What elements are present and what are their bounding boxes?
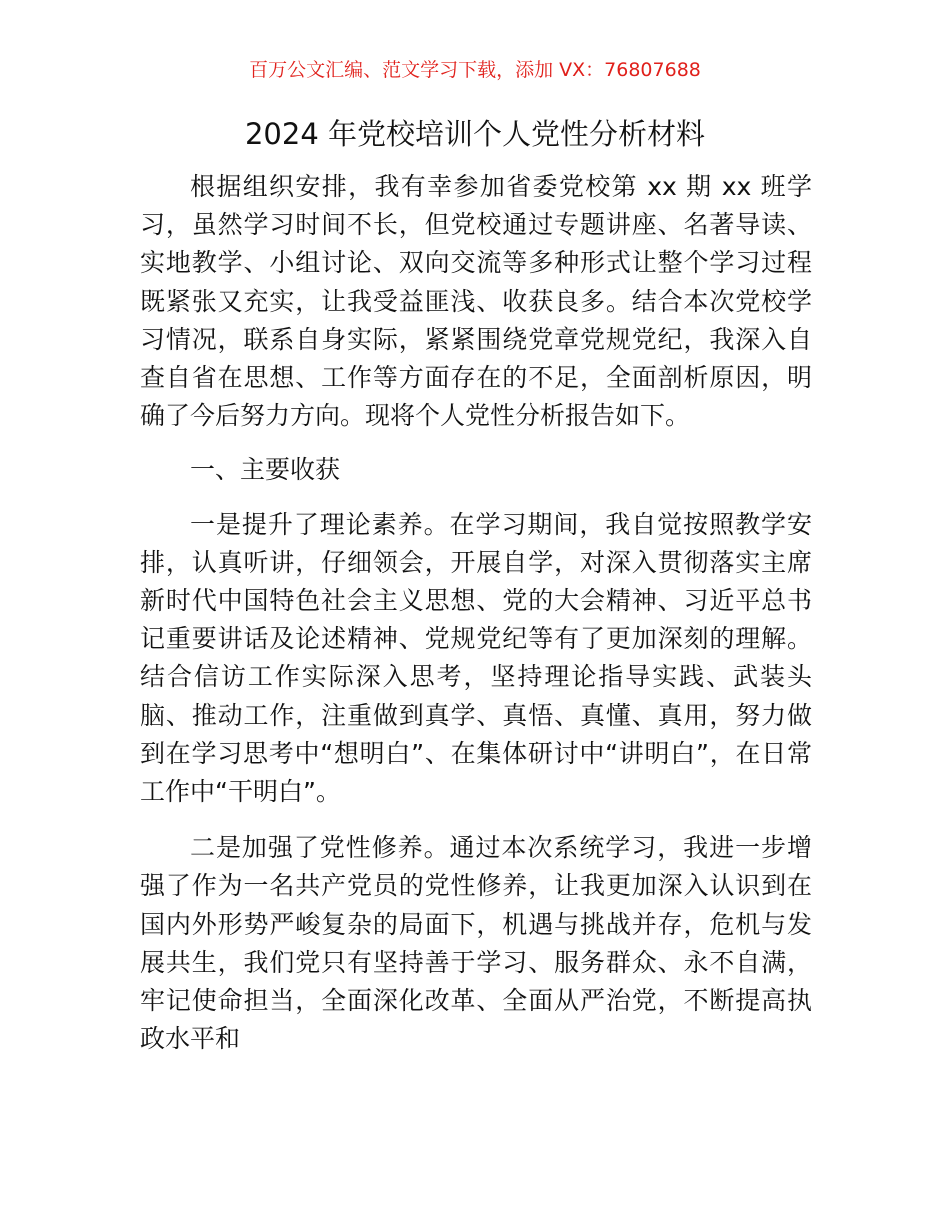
paragraph-party-spirit: 二是加强了党性修养。通过本次系统学习，我进一步增强了作为一名共产党员的党性修养，让我更加深入认识到在国内外形势严峻复杂的局面下，机遇与挑战并存，危机与发展共生，我们党只有坚持善于学习、服务群众、永不自满，牢记使命担当，全面深化改革、全面从严治党，不断提高执政水平和 [140, 833, 812, 1054]
document-body [140, 168, 812, 1058]
intro-paragraph: 根据组织安排，我有幸参加省委党校第 xx 期 xx 班学习，虽然学习时间不长，但党校通过专题讲座、名著导读、实地教学、小组讨论、双向交流等多种形式让整个学习过程既紧张又充实，让我受益匪浅、收获良多。结合本次党校学习情况，联系自身实际，紧紧围绕党章党规党纪，我深入自查自省在思想、工作等方面存在的不足，全面剖析原因，明确了今后努力方向。现将个人党性分析报告如下。 [140, 172, 812, 431]
section-heading-main-gains: 一、主要收获 [190, 455, 341, 485]
paragraph-theory: 一是提升了理论素养。在学习期间，我自觉按照教学安排，认真听讲，仔细领会，开展自学，对深入贯彻落实主席新时代中国特色社会主义思想、党的大会精神、习近平总书记重要讲话及论述精神、党规党纪等有了更加深刻的理解。结合信访工作实际深入思考，坚持理论指导实践、武装头脑、推动工作，注重做到真学、真悟、真懂、真用，努力做到在学习思考中“想明白”、在集体研讨中“讲明白”，在日常工作中“干明白”。 [140, 509, 812, 807]
document-title: 2024 年党校培训个人党性分析材料 [244, 117, 706, 151]
watermark-text: 百万公文汇编、范文学习下载，添加 VX：76807688 [249, 59, 701, 81]
